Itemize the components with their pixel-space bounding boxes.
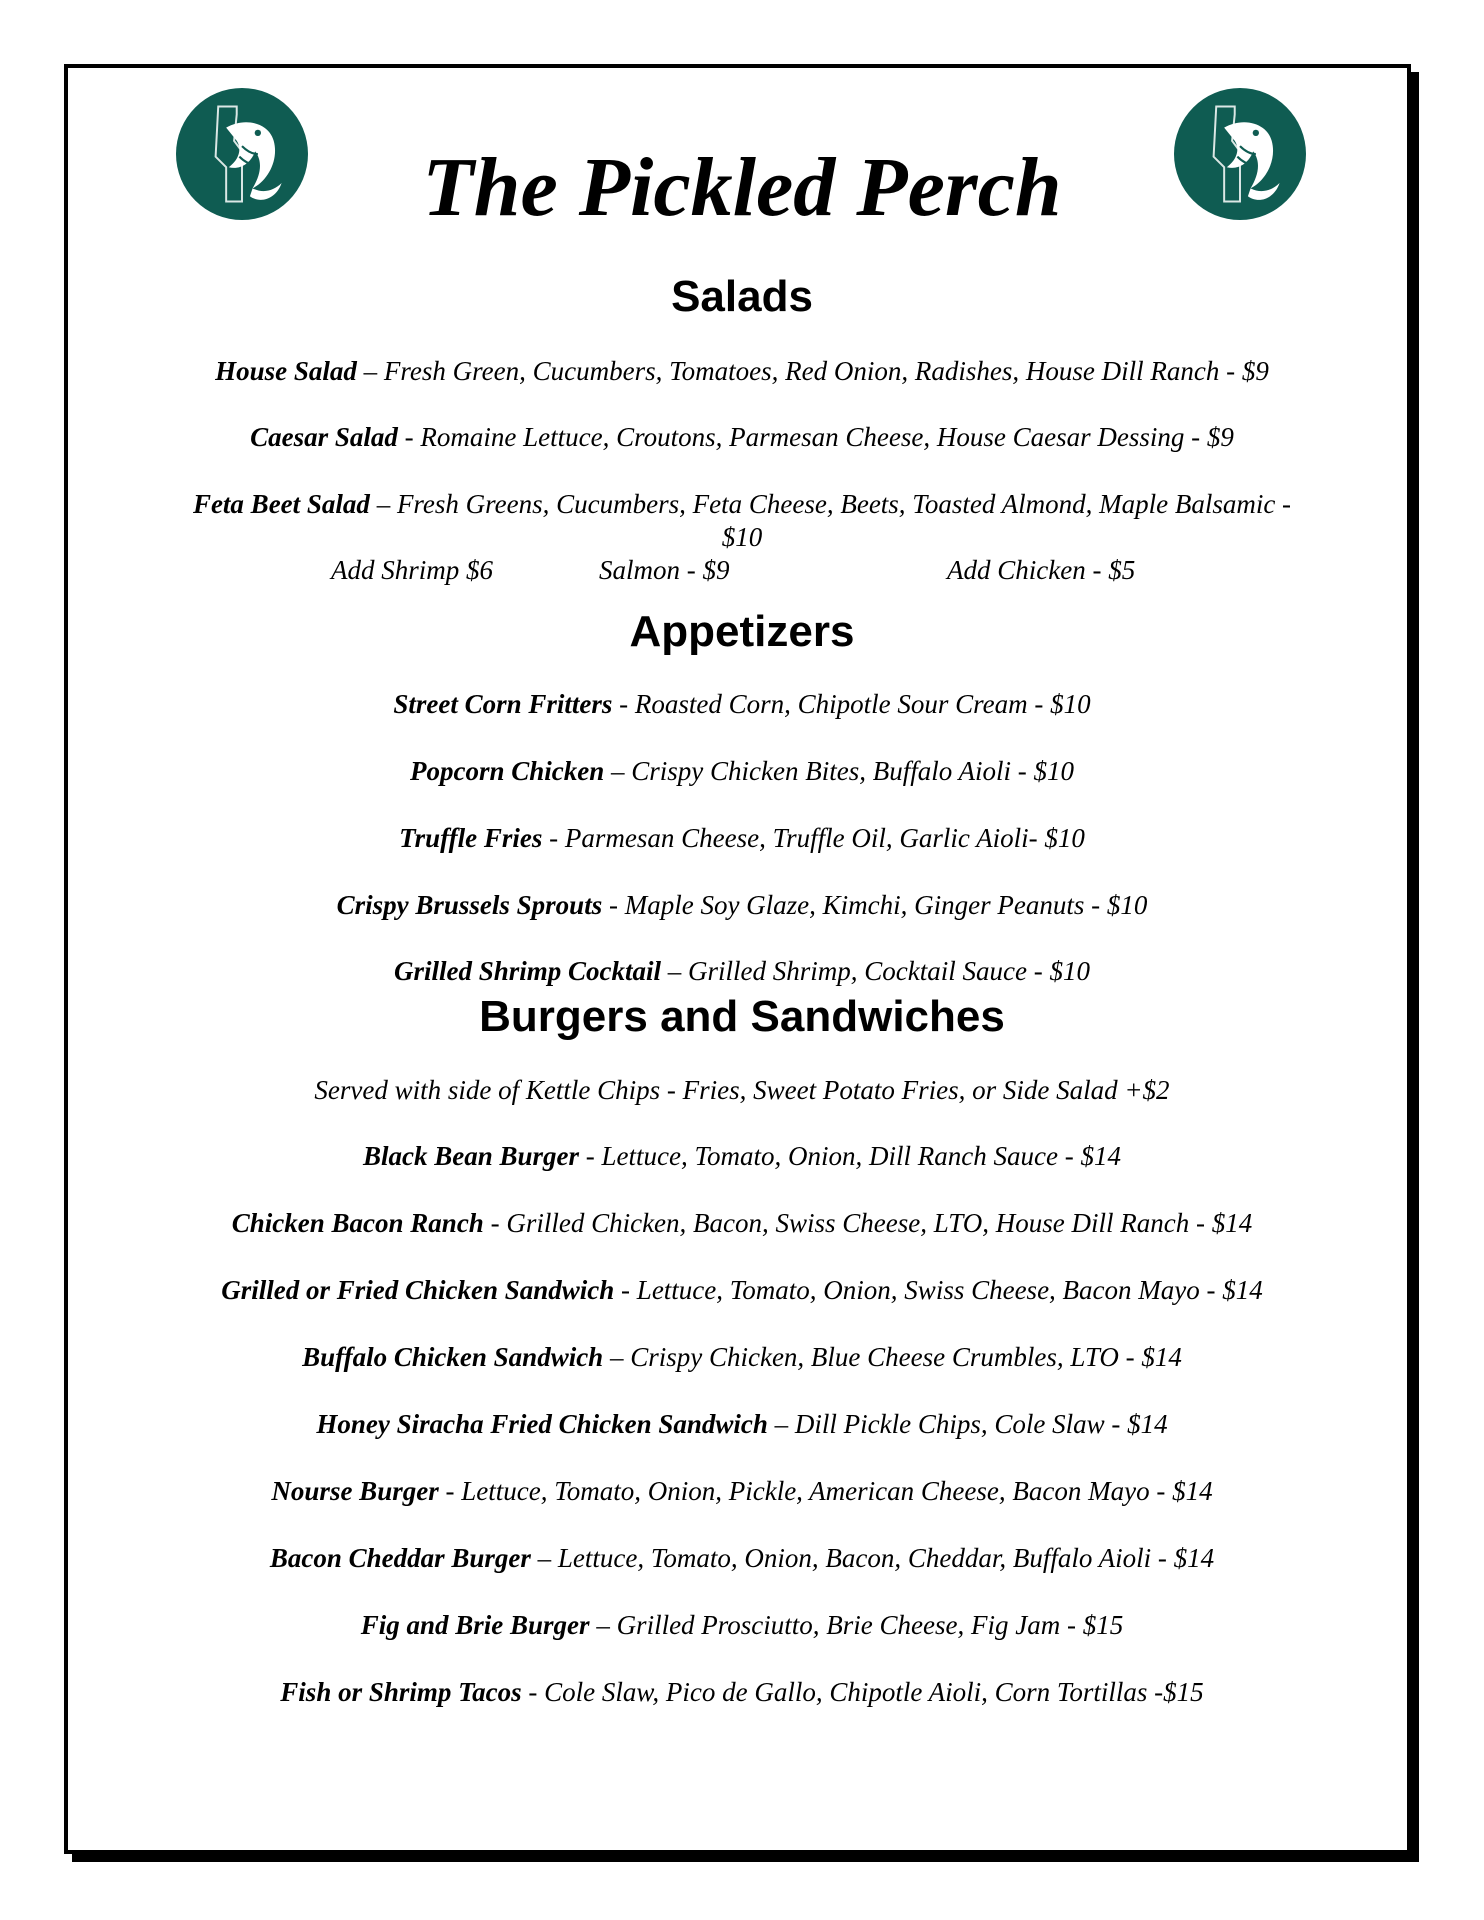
item-description: Grilled Chicken, Bacon, Swiss Cheese, LTO, House Dill Ranch - $14 xyxy=(506,1208,1253,1238)
item-name: Black Bean Burger xyxy=(363,1141,580,1171)
item-separator: – xyxy=(603,1342,631,1372)
item-description: Cole Slaw, Pico de Gallo, Chipotle Aioli, Corn Tortillas -$15 xyxy=(544,1677,1204,1707)
item-description: Parmesan Cheese, Truffle Oil, Garlic Aioli- $10 xyxy=(564,823,1085,853)
item-separator: - xyxy=(521,1677,545,1707)
menu-item xyxy=(170,1274,1314,1307)
item-description: Crispy Chicken Bites, Buffalo Aioli - $10 xyxy=(631,756,1074,786)
item-name: Honey Siracha Fried Chicken Sandwich xyxy=(316,1409,768,1439)
menu-item xyxy=(170,421,1314,454)
item-separator: - xyxy=(438,1476,462,1506)
menu-item xyxy=(170,688,1314,721)
menu-item xyxy=(170,889,1314,922)
menu-item xyxy=(170,1408,1314,1441)
item-description: Crispy Chicken, Blue Cheese Crumbles, LTO - $14 xyxy=(630,1342,1182,1372)
menu-item xyxy=(170,1475,1314,1508)
item-name: Fish or Shrimp Tacos xyxy=(280,1677,522,1707)
item-separator: - xyxy=(612,689,635,719)
menu-item xyxy=(170,1140,1314,1173)
item-separator: – xyxy=(604,756,632,786)
item-separator: – xyxy=(530,1543,558,1573)
item-description: Lettuce, Tomato, Onion, Dill Ranch Sauce - $14 xyxy=(601,1141,1121,1171)
restaurant-title: The Pickled Perch xyxy=(422,141,1062,234)
item-description: Roasted Corn, Chipotle Sour Cream - $10 xyxy=(634,689,1091,719)
menu-item xyxy=(170,1207,1314,1240)
item-separator: – xyxy=(661,956,689,986)
item-separator: - xyxy=(614,1275,637,1305)
item-separator: – xyxy=(356,356,384,386)
item-name: Street Corn Fritters xyxy=(393,689,613,719)
addon-chicken: Add Chicken - $5 xyxy=(947,555,1136,585)
section-heading-burgers: Burgers and Sandwiches xyxy=(479,992,1005,1041)
item-name: Chicken Bacon Ranch xyxy=(231,1208,484,1238)
burgers-note: Served with side of Kettle Chips - Fries, Sweet Potato Fries, or Side Salad +$2 xyxy=(314,1075,1170,1105)
menu-item xyxy=(170,1676,1314,1709)
item-description: Fresh Green, Cucumbers, Tomatoes, Red Onion, Radishes, House Dill Ranch - $9 xyxy=(383,356,1269,386)
item-name: Truffle Fries xyxy=(399,823,543,853)
item-separator: - xyxy=(397,422,421,452)
item-separator: – xyxy=(589,1610,617,1640)
item-description: Lettuce, Tomato, Onion, Swiss Cheese, Bacon Mayo - $14 xyxy=(636,1275,1263,1305)
menu-item xyxy=(170,955,1314,988)
item-name: Feta Beet Salad xyxy=(192,489,370,519)
item-separator: - xyxy=(483,1208,507,1238)
menu-item xyxy=(170,1341,1314,1374)
section-heading-appetizers: Appetizers xyxy=(629,607,855,656)
item-description: Dill Pickle Chips, Cole Slaw - $14 xyxy=(794,1409,1168,1439)
item-description: Lettuce, Tomato, Onion, Pickle, American Cheese, Bacon Mayo - $14 xyxy=(461,1476,1213,1506)
item-name: Caesar Salad xyxy=(250,422,398,452)
item-separator: – xyxy=(369,489,397,519)
item-name: Grilled Shrimp Cocktail xyxy=(394,956,662,986)
item-description: Lettuce, Tomato, Onion, Bacon, Cheddar, Buffalo Aioli - $14 xyxy=(557,1543,1215,1573)
item-separator: - xyxy=(542,823,565,853)
item-name: Popcorn Chicken xyxy=(410,756,605,786)
menu-item xyxy=(170,355,1314,388)
addon-salmon: Salmon - $9 xyxy=(599,555,730,585)
menu-item xyxy=(170,755,1314,788)
item-description: Grilled Shrimp, Cocktail Sauce - $10 xyxy=(688,956,1090,986)
item-separator: - xyxy=(602,890,625,920)
item-description: Fresh Greens, Cucumbers, Feta Cheese, Beets, Toasted Almond, Maple Balsamic - $10 xyxy=(396,489,1292,552)
menu-item xyxy=(170,1542,1314,1575)
addon-shrimp: Add Shrimp $6 xyxy=(331,555,493,585)
item-description: Grilled Prosciutto, Brie Cheese, Fig Jam - $15 xyxy=(616,1610,1124,1640)
item-name: Buffalo Chicken Sandwich xyxy=(302,1342,604,1372)
menu-item xyxy=(170,488,1314,554)
item-name: House Salad xyxy=(215,356,357,386)
salad-addons xyxy=(0,554,1484,588)
item-name: Fig and Brie Burger xyxy=(360,1610,590,1640)
item-separator: – xyxy=(767,1409,795,1439)
section-heading-salads: Salads xyxy=(671,272,813,321)
item-separator: - xyxy=(579,1141,602,1171)
menu-item xyxy=(170,822,1314,855)
item-description: Maple Soy Glaze, Kimchi, Ginger Peanuts - $10 xyxy=(624,890,1148,920)
item-name: Nourse Burger xyxy=(271,1476,439,1506)
item-description: Romaine Lettuce, Croutons, Parmesan Cheese, House Caesar Dessing - $9 xyxy=(420,422,1234,452)
menu-item xyxy=(170,1609,1314,1642)
item-name: Bacon Cheddar Burger xyxy=(269,1543,531,1573)
item-name: Crispy Brussels Sprouts xyxy=(336,890,603,920)
item-name: Grilled or Fried Chicken Sandwich xyxy=(221,1275,615,1305)
